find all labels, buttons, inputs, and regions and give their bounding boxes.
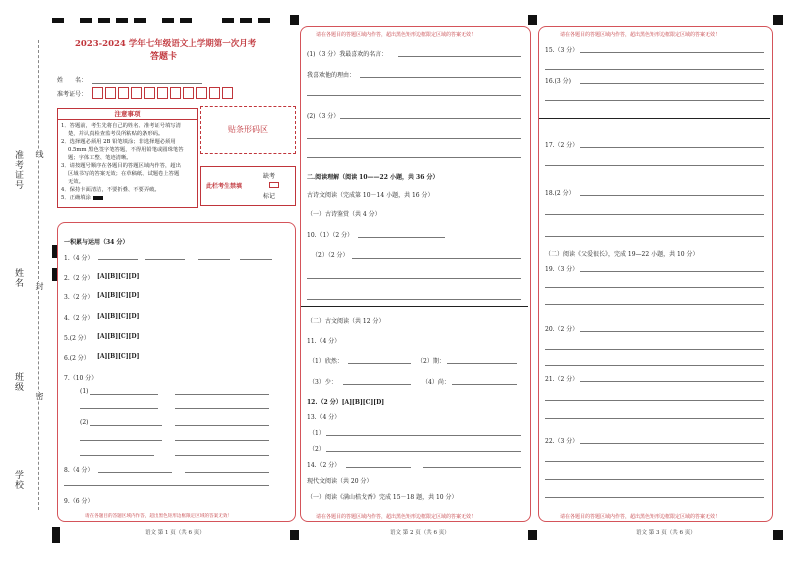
section-divider [539,118,770,119]
q13-label: 13.（4 分） [307,414,341,421]
side-class: 班级 [13,372,23,392]
panel-3-banner: 请在各题目的答题区域内作答，超出黑色矩形边框限定区域的答案无效！ [560,32,721,38]
fav-reason-blank[interactable] [307,95,521,96]
q8-blank[interactable] [185,472,269,473]
q11-blank[interactable] [447,363,517,364]
q15-blank[interactable] [545,69,764,70]
alignment-mark [528,530,537,540]
q11-blank[interactable] [452,384,517,385]
name-label: 姓 名： [57,77,88,84]
alignment-mark [162,18,174,23]
side-line: 线 [35,150,44,159]
q22-blank[interactable] [545,461,764,462]
page-subtitle: 答题卡 [150,52,178,62]
alignment-mark [290,530,299,540]
q16-label: 16.(3 分) [545,78,571,85]
fav-reason-label: 我喜欢他的理由： [307,72,356,79]
alignment-mark [240,18,252,23]
q22-blank[interactable] [580,443,764,444]
alignment-mark [134,18,146,23]
reading-2-label: （二）阅读《父爱很长》，完成 19—22 小题，共 10 分） [545,251,699,258]
q18-blank[interactable] [545,236,764,237]
q4-label: 4.（2 分） [64,315,94,322]
ancient-reading-label: 古诗文阅读（完成第 10－14 小题，共 16 分） [307,192,434,199]
q4-choices[interactable]: [A][B][C][D] [97,313,140,320]
alignment-mark [98,18,110,23]
q5-choices[interactable]: [A][B][C][D] [97,333,140,340]
q10-blank[interactable] [358,237,445,238]
q14-blank[interactable] [346,467,411,468]
page-footer-3: 语文 第 3 页（共 6 页） [636,530,696,536]
notes-title: 注意事项 [58,109,197,120]
q7-blank[interactable] [175,455,269,456]
q9-label: 9.（6 分） [64,498,94,505]
modern-reading-1-label: （一）阅读《满山桔戈香》完成 15－18 题，共 10 分） [307,494,458,501]
q16-blank[interactable] [545,100,764,101]
q13-1-label: （1） [309,430,325,437]
q1-blank[interactable] [145,259,185,260]
q11-3-label: （3）少： [309,379,337,386]
q7-blank[interactable] [80,455,154,456]
alignment-mark [528,15,537,25]
fav-2-blank[interactable] [307,157,521,158]
q20-label: 20.（2 分） [545,326,579,333]
section-2-title: 二.阅读理解（阅读 10——22 小题，共 36 分） [307,174,439,181]
absent-box [200,166,296,206]
q15-label: 15.（3 分） [545,47,579,54]
q10-blank[interactable] [307,299,521,300]
q3-label: 3.（2 分） [64,294,94,301]
side-name: 姓名 [13,268,23,288]
answer-panel-2 [300,26,531,522]
side-exam-no: 准考证号 [13,150,23,190]
q17-blank[interactable] [545,165,764,166]
fav-2-label: (2)（3 分） [307,113,340,120]
side-secret: 密 [35,392,44,401]
notes-box [57,108,198,208]
q10-1-label: 10.（1）（2 分） [307,232,354,239]
q20-blank[interactable] [580,331,764,332]
q17-blank[interactable] [580,147,764,148]
q1-blank[interactable] [240,259,272,260]
q22-blank[interactable] [545,479,764,480]
q7-blank[interactable] [175,440,269,441]
notes-line: 2．选择题必须用 2B 铅笔填涂；非选择题必须用 [61,139,176,145]
q13-blank[interactable] [326,435,521,436]
q13-blank[interactable] [326,451,521,452]
q1-label: 1.（4 分） [64,255,94,262]
q18-blank[interactable] [580,195,764,196]
q7-blank[interactable] [90,394,158,395]
fav-quote-label: (1)（3 分）我最喜欢的名言： [307,51,388,58]
binding-line [38,40,39,510]
notes-line: 3．请按题号顺序在各题目的答题区域内作答，超出 [61,163,181,169]
notes-line [61,194,194,202]
panel-2-banner-bottom: 请在各题目的答题区域内作答，超出黑色矩形边框限定区域的答案无效！ [316,514,477,520]
q3-choices[interactable]: [A][B][C][D] [97,292,140,299]
q7-blank[interactable] [175,425,269,426]
q1-blank[interactable] [198,259,230,260]
panel-2-banner: 请在各题目的答题区域内作答，超出黑色矩形边框限定区域的答案无效！ [316,32,477,38]
q7-1-label: (1) [80,388,89,395]
fav-quote-blank[interactable] [398,56,521,57]
q7-blank[interactable] [90,425,162,426]
page-footer-2: 语文 第 2 页（共 6 页） [390,530,450,536]
q19-blank[interactable] [545,287,764,288]
fav-reason-blank[interactable] [360,77,521,78]
notes-line: 题；字体工整、笔迹清晰。 [68,155,132,161]
q14-label: 14.（2 分） [307,462,341,469]
absent-mark-label-2: 标记 [263,193,276,200]
q21-blank[interactable] [580,381,764,382]
q8-label: 8.（4 分） [64,467,94,474]
name-field[interactable] [92,83,202,84]
barcode-area [200,106,296,154]
alignment-mark [52,527,60,543]
q6-label: 6.(2 分） [64,355,90,362]
q5-label: 5.(2 分） [64,335,90,342]
notes-line: 4．保持卡面清洁，不要折叠、不要弄破。 [61,187,160,193]
q7-blank[interactable] [175,394,269,395]
q17-label: 17.（2 分） [545,142,579,149]
notes-line: 0.5mm 黑色签字笔答题，不得用铅笔或圆珠笔答 [68,147,184,153]
absent-mark-label: 缺考 [263,173,276,180]
answer-panel-1 [57,222,296,522]
q7-2-label: (2) [80,419,89,426]
q20-blank[interactable] [545,349,764,350]
q19-blank[interactable] [580,271,764,272]
q1-blank[interactable] [98,259,138,260]
panel-1-banner: 请在各题目的答题区域内作答，超出黑色矩形边框限定区域的答案无效！ [85,514,233,519]
q22-label: 22.（3 分） [545,438,579,445]
q19-label: 19.（3 分） [545,266,579,273]
q21-label: 21.（2 分） [545,376,579,383]
q7-label: 7.（10 分） [64,375,98,382]
q11-1-label: （1）欣然： [309,358,343,365]
q10-2-label: （2）（2 分） [312,252,349,259]
q11-4-label: （4）尚： [422,379,450,386]
q2-choices[interactable]: [A][B][C][D] [97,273,140,280]
q16-blank[interactable] [580,83,764,84]
fill-example-label: 5．正确填涂 [61,195,91,201]
q8-blank[interactable] [98,472,172,473]
q2-label: 2.（2 分） [64,275,94,282]
q18-label: 18.(2 分） [545,190,575,197]
q11-blank[interactable] [343,384,411,385]
modern-reading-label: 现代文阅读（共 20 分） [307,478,373,485]
alignment-mark [773,530,783,540]
q13-2-label: （2） [309,446,325,453]
q12-choices[interactable]: 12.（2 分）[A][B][C][D] [307,399,385,406]
notes-line: 区域书写的答案无效；在草稿纸、试题卷上答题 [68,171,180,177]
classical-label: （二）古文阅读（共 12 分） [307,318,385,325]
q10-blank[interactable] [352,258,521,259]
q8-blank[interactable] [64,485,269,486]
q7-blank[interactable] [80,408,158,409]
side-seal: 封 [35,282,44,291]
alignment-mark [258,18,270,23]
alignment-mark [180,18,192,23]
fav-2-blank[interactable] [307,138,521,139]
poem-label: （一）古诗鉴赏（共 4 分） [307,211,381,218]
notes-line: 无效。 [68,179,84,185]
q15-blank[interactable] [580,52,764,53]
section-1-title: 一积累与运用（34 分） [64,239,129,246]
absent-label: 此栏考生禁填 [206,183,243,190]
q11-label: 11.（4 分） [307,338,341,345]
q6-choices[interactable]: [A][B][C][D] [97,353,140,360]
notes-line: 1．答题前，考生先将自己的姓名、准考证号填写清 [61,123,181,129]
exam-no-label: 准考证号： [57,91,88,98]
section-divider [301,306,528,307]
q22-blank[interactable] [545,497,764,498]
alignment-mark [222,18,234,23]
q7-blank[interactable] [80,440,162,441]
alignment-mark [290,15,299,25]
q11-2-label: （2）期： [417,358,445,365]
fav-2-blank[interactable] [340,118,521,119]
q14-blank[interactable] [423,467,521,468]
q18-blank[interactable] [545,214,764,215]
alignment-mark [80,18,92,23]
barcode-label: 贴条形码区 [228,125,268,134]
notes-line: 楚，并认真检查监考员所粘贴的条形码。 [68,131,164,137]
q21-blank[interactable] [545,418,764,419]
q19-blank[interactable] [545,304,764,305]
absent-checkbox[interactable] [269,182,279,188]
page-title: 2023-2024 学年七年级语文上学期第一次月考 [75,39,257,49]
filled-mark-icon [93,196,103,200]
side-school: 学校 [13,470,23,490]
q10-blank[interactable] [307,278,521,279]
q20-blank[interactable] [545,365,764,366]
alignment-mark [116,18,128,23]
alignment-mark [52,18,64,23]
q21-blank[interactable] [545,400,764,401]
page-footer-1: 语文 第 1 页（共 6 页） [145,530,205,536]
q7-blank[interactable] [175,408,269,409]
panel-3-banner-bottom: 请在各题目的答题区域内作答，超出黑色矩形边框限定区域的答案无效！ [560,514,721,520]
alignment-mark [773,15,783,25]
q11-blank[interactable] [348,363,411,364]
